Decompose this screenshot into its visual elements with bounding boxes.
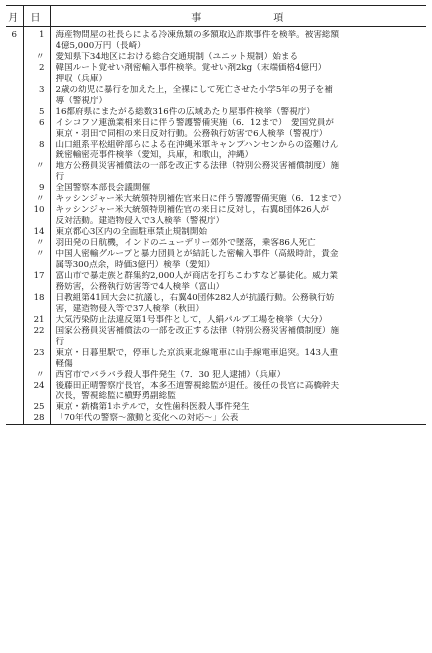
- event-text-line: 大気汚染防止法違反第1号事件として，人絹パルプ工場を検挙（大分）: [55, 314, 328, 325]
- event-cell: [50, 107, 426, 118]
- table-row: [6, 293, 426, 315]
- month-cell: [6, 315, 23, 326]
- day-cell: 23: [23, 348, 50, 370]
- event-text-line: 務妨害，公務執行妨害等で4人検挙（富山）: [55, 281, 225, 292]
- event-cell: [50, 27, 426, 52]
- event-text-line: 東京・日暮里駅で，停車した京浜東北線電車に山手線電車追突。143人重: [55, 347, 339, 358]
- table-row: [6, 63, 426, 85]
- day-cell: 21: [23, 315, 50, 326]
- event-cell: [50, 194, 426, 205]
- event-cell: [50, 271, 426, 293]
- day-cell: 17: [23, 271, 50, 293]
- event-text-line: 中国人密輸グループと暴力団員とが結託した密輸入事件（高級時計，貴金: [55, 249, 339, 260]
- month-cell: [6, 381, 23, 403]
- event-cell: [50, 348, 426, 370]
- day-cell: 25: [23, 402, 50, 413]
- event-text-line: 16都府県にまたがる総数316件の広域あたり屋事件検挙（警視庁）: [55, 106, 315, 117]
- event-cell: [50, 161, 426, 183]
- day-cell: 3: [23, 85, 50, 107]
- day-header: 日: [23, 6, 50, 27]
- day-cell: 〃: [23, 194, 50, 205]
- event-text-line: 4億5,000万円（長崎）: [55, 40, 146, 51]
- event-text-line: 行: [55, 172, 65, 183]
- event-text-line: 軽傷: [55, 358, 73, 369]
- table-row: [6, 118, 426, 140]
- day-cell: 2: [23, 63, 50, 85]
- event-text-line: 日教組第41回大会に抗議し，右翼40団体282人が抗議行動。公務執行妨: [55, 292, 335, 303]
- month-cell: [6, 161, 23, 183]
- event-text-line: キッシンジャー米大統領特別補佐官来日に伴う警護警備実施（6．12まで）: [55, 194, 347, 205]
- table-row: [6, 205, 426, 227]
- event-text-line: 行: [55, 336, 65, 347]
- event-text-line: 山口組系平松組幹部らによる在沖縄米軍キャンプハンセンからの盗難けん: [55, 139, 339, 150]
- event-text-line: 地方公務員災害補償法の一部を改正する法律（特別公務災害補償制度）施: [55, 161, 340, 172]
- event-cell: [50, 52, 426, 63]
- month-cell: [6, 227, 23, 238]
- day-cell: 〃: [23, 249, 50, 271]
- day-cell: 1: [23, 27, 50, 52]
- event-header-part-2: 項: [273, 12, 286, 24]
- event-text-line: 害，建造物侵入等で37人検挙（秋田）: [55, 303, 204, 314]
- event-cell: [50, 183, 426, 194]
- day-cell: 10: [23, 205, 50, 227]
- month-cell: [6, 348, 23, 370]
- table-row: [6, 348, 426, 370]
- event-text-line: 東京都心3区内の全面駐車禁止規制開始: [55, 227, 208, 238]
- event-cell: [50, 85, 426, 107]
- event-text-line: 国家公務員災害補償法の一部を改正する法律（特別公務災害補償制度）施: [55, 325, 340, 336]
- day-cell: 9: [23, 183, 50, 194]
- table-row: [6, 238, 426, 249]
- table-row: [6, 183, 426, 194]
- event-text-line: 反対活動。建造物侵入で3人検挙（警視庁）: [55, 216, 225, 227]
- table-row: [6, 326, 426, 348]
- month-cell: [6, 194, 23, 205]
- month-cell: [6, 85, 23, 107]
- day-cell: 28: [23, 413, 50, 424]
- event-cell: [50, 370, 426, 381]
- event-header: [50, 6, 426, 27]
- event-cell: [50, 205, 426, 227]
- table-row: [6, 402, 426, 413]
- event-text-line: 「70年代の警察〜激動と変化への対応〜」公表: [55, 413, 239, 424]
- month-cell: [6, 63, 23, 85]
- table-row: [6, 52, 426, 63]
- month-cell: [6, 205, 23, 227]
- event-text-line: 東京・新橋第1ホテルで，女性歯科医殺人事件発生: [55, 402, 250, 413]
- month-cell: [6, 107, 23, 118]
- month-cell: [6, 326, 23, 348]
- day-cell: 〃: [23, 370, 50, 381]
- event-text-line: 韓国ルート覚せい剤密輸入事件検挙。覚せい剤2kg（末端価格4億円）: [55, 62, 327, 73]
- table-row: [6, 107, 426, 118]
- event-text-line: 銃密輸密売事件検挙（愛知，兵庫，和歌山，沖縄）: [55, 150, 254, 161]
- month-cell: [6, 238, 23, 249]
- event-cell: [50, 293, 426, 315]
- day-cell: 22: [23, 326, 50, 348]
- event-cell: [50, 140, 426, 162]
- table-row: [6, 194, 426, 205]
- day-cell: 18: [23, 293, 50, 315]
- event-text-line: 西宮市でバラバラ殺人事件発生（7．30 犯人逮捕）（兵庫）: [55, 369, 286, 380]
- event-text-line: 後藤田正晴警察庁長官，本多丕道警視総監が退任。後任の長官に高橋幹夫: [55, 380, 340, 391]
- month-cell: 6: [6, 27, 23, 52]
- table-row: [6, 315, 426, 326]
- month-cell: [6, 183, 23, 194]
- day-cell: 〃: [23, 238, 50, 249]
- table-row: [6, 271, 426, 293]
- table-row: [6, 161, 426, 183]
- day-cell: 〃: [23, 52, 50, 63]
- table-row: [6, 370, 426, 381]
- month-cell: [6, 52, 23, 63]
- table-row: [6, 140, 426, 162]
- month-cell: [6, 249, 23, 271]
- event-text-line: 押収（兵庫）: [55, 73, 108, 84]
- table-row: [6, 227, 426, 238]
- table-header-row: [6, 6, 426, 27]
- day-cell: 8: [23, 140, 50, 162]
- table-row: [6, 381, 426, 403]
- event-text-line: 属等300点余，時価3億円）検挙（愛知）: [55, 260, 215, 271]
- event-header-part-1: 事: [191, 12, 204, 24]
- day-cell: 〃: [23, 161, 50, 183]
- month-cell: [6, 402, 23, 413]
- event-text-line: 海産物問屋の社長らによる冷凍魚類の多額取込詐欺事件を検挙。被害総額: [55, 30, 340, 40]
- event-cell: [50, 118, 426, 140]
- chronology-rows: [6, 27, 426, 425]
- table-row: [6, 27, 426, 52]
- chronology-table: [6, 5, 426, 425]
- event-cell: [50, 249, 426, 271]
- month-cell: [6, 118, 23, 140]
- event-text-line: 全国警察本部長会議開催: [55, 183, 151, 194]
- month-cell: [6, 413, 23, 424]
- event-cell: [50, 402, 426, 413]
- event-text-line: 東京・羽田で同相の来日反対行動。公務執行妨害で6人検挙（警視庁）: [55, 128, 328, 139]
- event-cell: [50, 326, 426, 348]
- month-cell: [6, 271, 23, 293]
- day-cell: 6: [23, 118, 50, 140]
- table-row: [6, 249, 426, 271]
- event-text-line: 富山市で暴走族と群集約2,000人が商店を打ちこわすなど暴徒化。威力業: [55, 270, 338, 281]
- month-cell: [6, 370, 23, 381]
- table-row: [6, 85, 426, 107]
- event-cell: [50, 238, 426, 249]
- table-row: [6, 413, 426, 424]
- event-text-line: イシコフソ連漁業相来日に伴う警護警備実施（6．12まで） 愛国党員が: [55, 117, 335, 128]
- event-cell: [50, 381, 426, 403]
- month-cell: [6, 140, 23, 162]
- event-cell: [50, 315, 426, 326]
- month-cell: [6, 293, 23, 315]
- day-cell: 5: [23, 107, 50, 118]
- event-text-line: 羽田発の日航機，インドのニューデリー郊外で墜落，乗客86人死亡: [55, 238, 316, 249]
- day-cell: 14: [23, 227, 50, 238]
- event-text-line: 導（警視庁）: [55, 95, 108, 106]
- event-cell: [50, 413, 426, 424]
- event-text-line: 次長，警視総監に槇野勇副総監: [55, 391, 176, 402]
- event-cell: [50, 227, 426, 238]
- event-text-line: キッシンジャー米大統領特別補佐官の来日に反対し，右翼8団体26人が: [55, 205, 329, 216]
- day-cell: 24: [23, 381, 50, 403]
- event-text-line: 愛知県下34地区における総合交通規制（ユニット規制）始まる: [55, 51, 299, 62]
- month-header: 月: [6, 6, 23, 27]
- event-text-line: 2歳の幼児に暴行を加えた上，全裸にして死亡させた小学5年の男子を補: [55, 84, 333, 95]
- event-cell: [50, 63, 426, 85]
